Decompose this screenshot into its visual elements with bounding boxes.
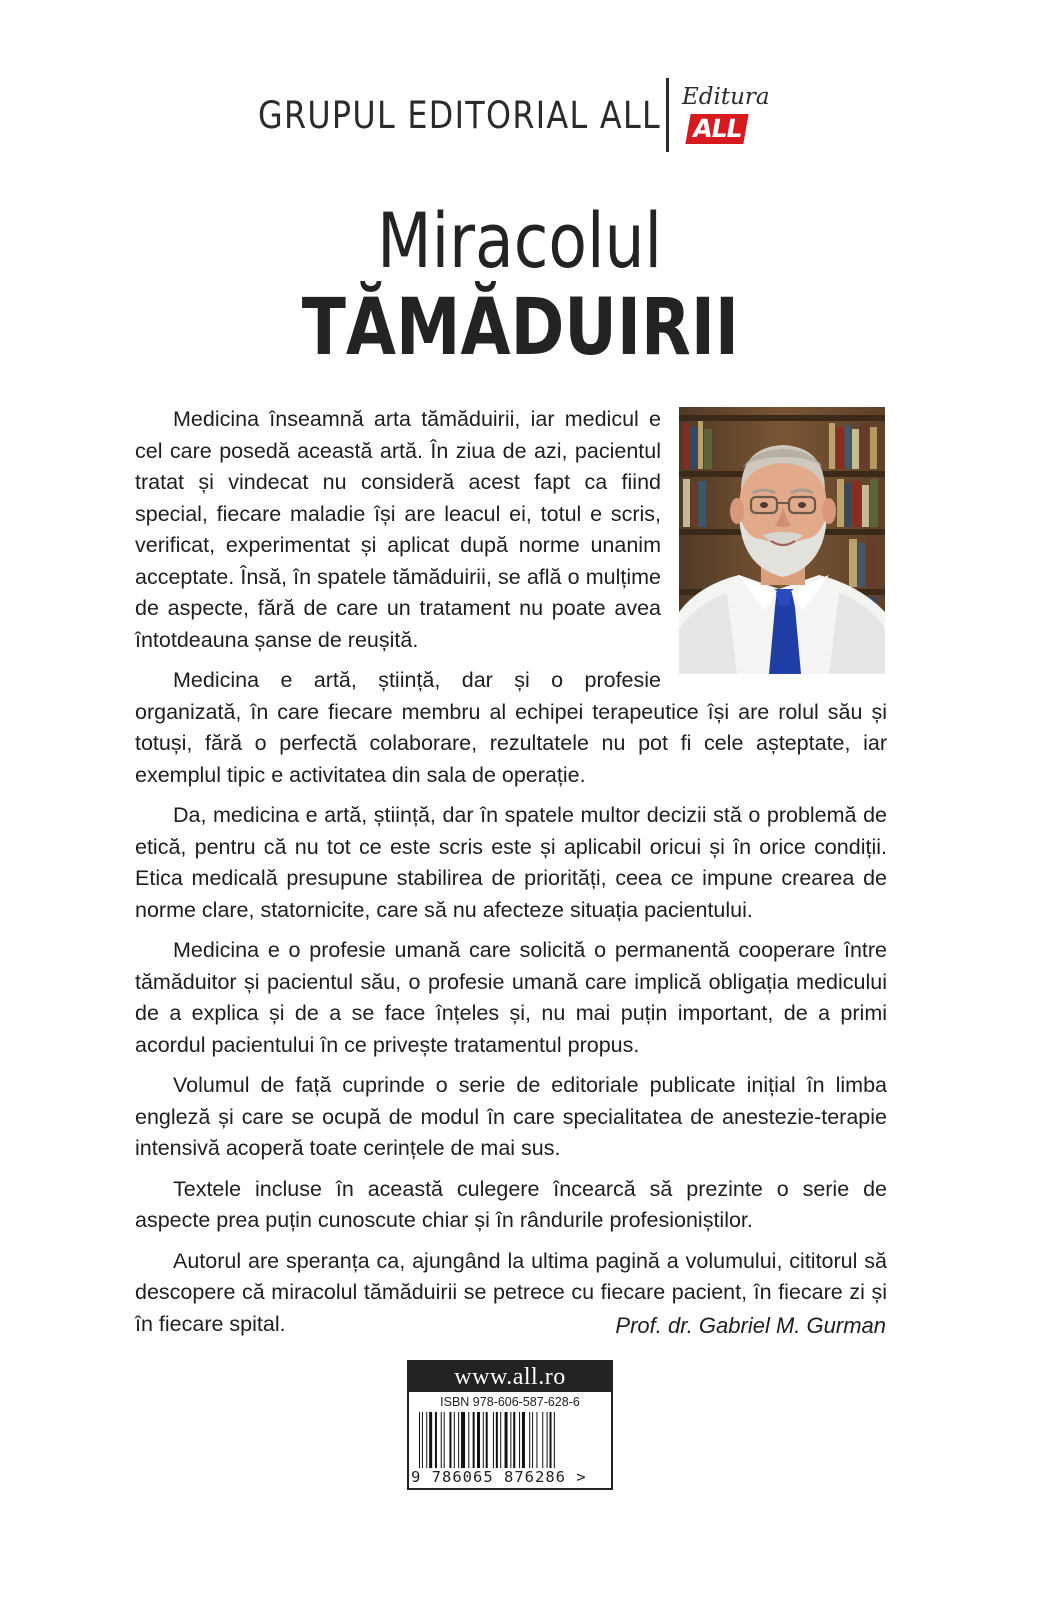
publisher-logo: [678, 84, 770, 150]
logo-script-text: Editura: [682, 84, 770, 110]
blurb-paragraph: Medicina e o profesie umană care solicită o permanentă cooperare între tămăduitor și pacientul său, o profesie umană care implică obligația medicului de a explica și de a se face înțeles și, nu mai puțin important, de a primi acordul pacientului în ce privește tratamentul propus.: [135, 938, 887, 1057]
logo-all-mark: ALL: [685, 114, 749, 144]
author-signature: Prof. dr. Gabriel M. Gurman: [615, 1313, 886, 1338]
isbn-label: ISBN 978-606-587-628-6: [440, 1395, 580, 1409]
publisher-divider: [666, 78, 669, 152]
blurb-paragraph: Volumul de față cuprinde o serie de editoriale publicate inițial în limba engleză și care se ocupă de modul în care specialitatea de anestezie-terapie intensivă acoperă toate cerințele de mai sus.: [135, 1073, 887, 1160]
blurb-paragraph: Autorul are speranța ca, ajungând la ultima pagină a volumului, cititorul să descopere că miracolul tămăduirii se petrece cu fiecare pacient, în fiecare zi și în fiecare spital.: [135, 1248, 887, 1336]
barcode-block: [407, 1360, 613, 1490]
publisher-name: GRUPUL EDITORIAL ALL: [258, 93, 661, 137]
book-title-line1: Miracolul: [377, 196, 663, 285]
blurb-paragraph: Textele incluse în această culegere încearcă să prezinte o serie de aspecte prea puțin cunoscute chiar și în rândurile profesioniștilor.: [135, 1176, 887, 1232]
barcode-bars: [419, 1412, 603, 1468]
publisher-header: [258, 78, 770, 152]
barcode-digits: 9 786065 876286 >: [411, 1468, 587, 1486]
publisher-url: www.all.ro: [409, 1362, 611, 1392]
blurb-paragraph: Da, medicina e artă, știință, dar în spatele multor decizii stă o problemă de etică, pentru că nu tot ce este scris este și aplicabil oricui și în orice condiții. Etica medicală presupune stabilirea de priorități, ceea ce impune crearea de norme clare, statornicite, care să nu afecteze situația pacientului.: [135, 803, 887, 922]
back-cover-blurb: [135, 404, 887, 1349]
blurb-paragraph: Medicina e artă, știință, dar și o profesie organizată, în care fiecare membru al echipei terapeutice își are rolul său și totuși, fără o perfectă colaborare, rezultatele nu pot fi cele așteptate, iar exemplul tipic e activitatea din sala de operație.: [135, 668, 887, 787]
blurb-paragraph: Medicina înseamnă arta tămăduirii, iar medicul e cel care posedă această artă. În ziua de azi, pacientul tratat și vindecat nu consideră acest fapt ca fiind special, fiecare maladie își are leacul ei, totul e scris, verificat, experimentat și aplicat după norme unanim acceptate. Însă, în spatele tămăduirii, se află o mulțime de aspecte, fără de care un tratament nu poate avea întotdeauna șanse de reușită.: [135, 407, 661, 652]
book-title-line2: TĂMĂDUIRII: [301, 283, 739, 373]
